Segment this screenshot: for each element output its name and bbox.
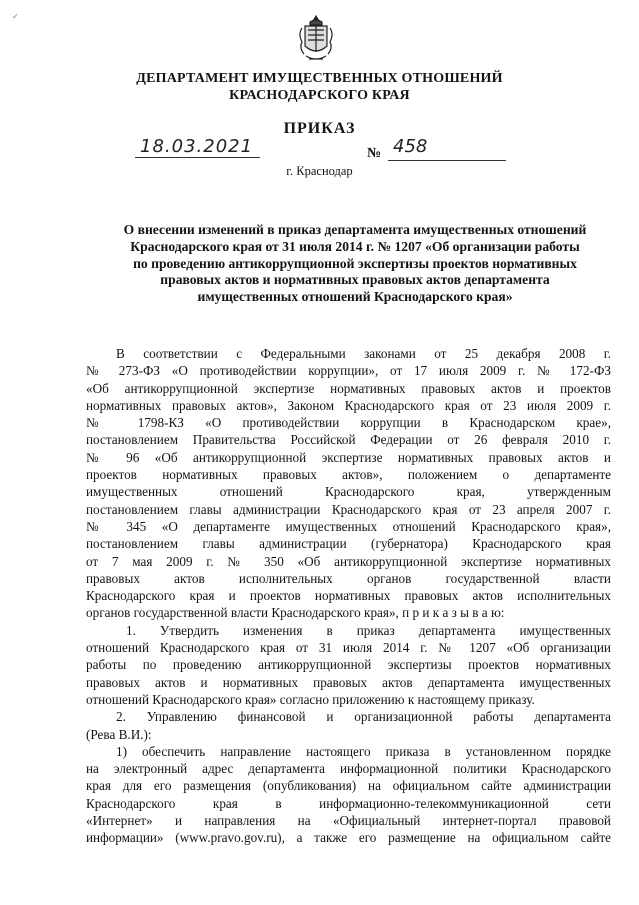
number-underline <box>388 160 506 161</box>
body-line: «Об антикоррупционной экспертизе нормативных правовых актов и проектов <box>86 380 611 396</box>
city: г. Краснодар <box>286 164 353 178</box>
body-line: нормативных правовых актов», Законом Краснодарского края от 23 июля 2009 г. <box>86 397 611 413</box>
title-line: по проведению антикоррупционной экспертизы проектов нормативных <box>133 255 577 271</box>
body-line: 1. Утвердить изменения в приказ департамента имущественных <box>126 622 611 638</box>
body-line: работы по проведению антикоррупционной экспертизы проектов нормативных <box>86 657 611 673</box>
body-line: № 1798-КЗ «О противодействии коррупции в Краснодарском крае», <box>86 415 611 431</box>
date-underline <box>135 157 260 158</box>
number-sign: № <box>367 146 382 161</box>
document-body <box>86 345 611 847</box>
coat-of-arms-icon <box>296 12 336 66</box>
body-line: № 96 «Об антикоррупционной экспертизе нормативных правовых актов и <box>86 449 611 465</box>
order-date: 18.03.2021 <box>140 136 254 157</box>
body-line: правовых актов исполнительных органов государственной власти <box>86 570 611 586</box>
body-line: правовых актов и нормативных правовых актов департамента имущественных <box>86 674 611 690</box>
title-line: правовых актов и нормативных правовых актов департамента <box>160 272 550 288</box>
department-line-2: КРАСНОДАРСКОГО КРАЯ <box>229 88 410 103</box>
body-line: органов государственной власти Краснодарского края», п р и к а з ы в а ю: <box>86 605 505 621</box>
body-line: постановлением Правительства Российской Федерации от 26 февраля 2010 г. <box>86 432 611 448</box>
body-line: постановлением главы администрации Краснодарского края от 23 апреля 2007 г. <box>86 501 611 517</box>
body-line: от 7 мая 2009 г. № 350 «Об антикоррупционной экспертизе нормативных <box>86 553 611 569</box>
body-line: постановлением главы администрации (губернатора) Краснодарского края <box>86 536 611 552</box>
body-line: отношений Краснодарского края» согласно приложению к настоящему приказу. <box>86 691 535 707</box>
body-line: информации» (www.pravo.gov.ru), а также его размещение на официальном сайте <box>86 830 611 846</box>
document-type-heading: ПРИКАЗ <box>283 120 356 137</box>
body-line: имущественных отношений Краснодарского края, утвержденным <box>86 484 611 500</box>
body-line: Краснодарского края в информационно-телекоммуникационной сети <box>86 795 611 811</box>
department-name <box>0 70 639 104</box>
body-line: Краснодарского края и проектов нормативных правовых актов исполнительных <box>86 588 611 604</box>
body-line: 1) обеспечить направление настоящего приказа в установленном порядке <box>116 743 611 759</box>
body-line: отношений Краснодарского края от 31 июля 2014 г. № 1207 «Об организации <box>86 640 611 656</box>
body-line: (Рева В.И.): <box>86 726 152 742</box>
body-line: № 273-ФЗ «О противодействии коррупции», от 17 июля 2009 г. № 172-ФЗ <box>86 363 611 379</box>
body-line: В соответствии с Федеральными законами от 25 декабря 2008 г. <box>116 346 611 361</box>
body-line: проектов нормативных правовых актов», положением о департаменте <box>86 467 611 483</box>
title-line: Краснодарского края от 31 июля 2014 г. № 1207 «Об организации работы <box>130 238 580 254</box>
body-line: № 345 «О департаменте имущественных отношений Краснодарского края», <box>86 518 611 534</box>
body-line: 2. Управлению финансовой и организационной работы департамента <box>116 709 611 725</box>
body-line: края для его размещения (опубликования) на официальном сайте администрации <box>86 778 611 794</box>
document-title <box>95 222 615 306</box>
body-line: «Интернет» и направления на «Официальный интернет-портал правовой <box>86 813 611 829</box>
title-line: О внесении изменений в приказ департамента имущественных отношений <box>123 222 587 237</box>
title-line: имущественных отношений Краснодарского края» <box>197 289 513 305</box>
corner-mark: ✓ <box>12 12 19 21</box>
order-number: 458 <box>393 136 428 157</box>
department-line-1: ДЕПАРТАМЕНТ ИМУЩЕСТВЕННЫХ ОТНОШЕНИЙ <box>136 71 503 86</box>
body-line: на электронный адрес департамента информационной политики Краснодарского <box>86 761 611 777</box>
